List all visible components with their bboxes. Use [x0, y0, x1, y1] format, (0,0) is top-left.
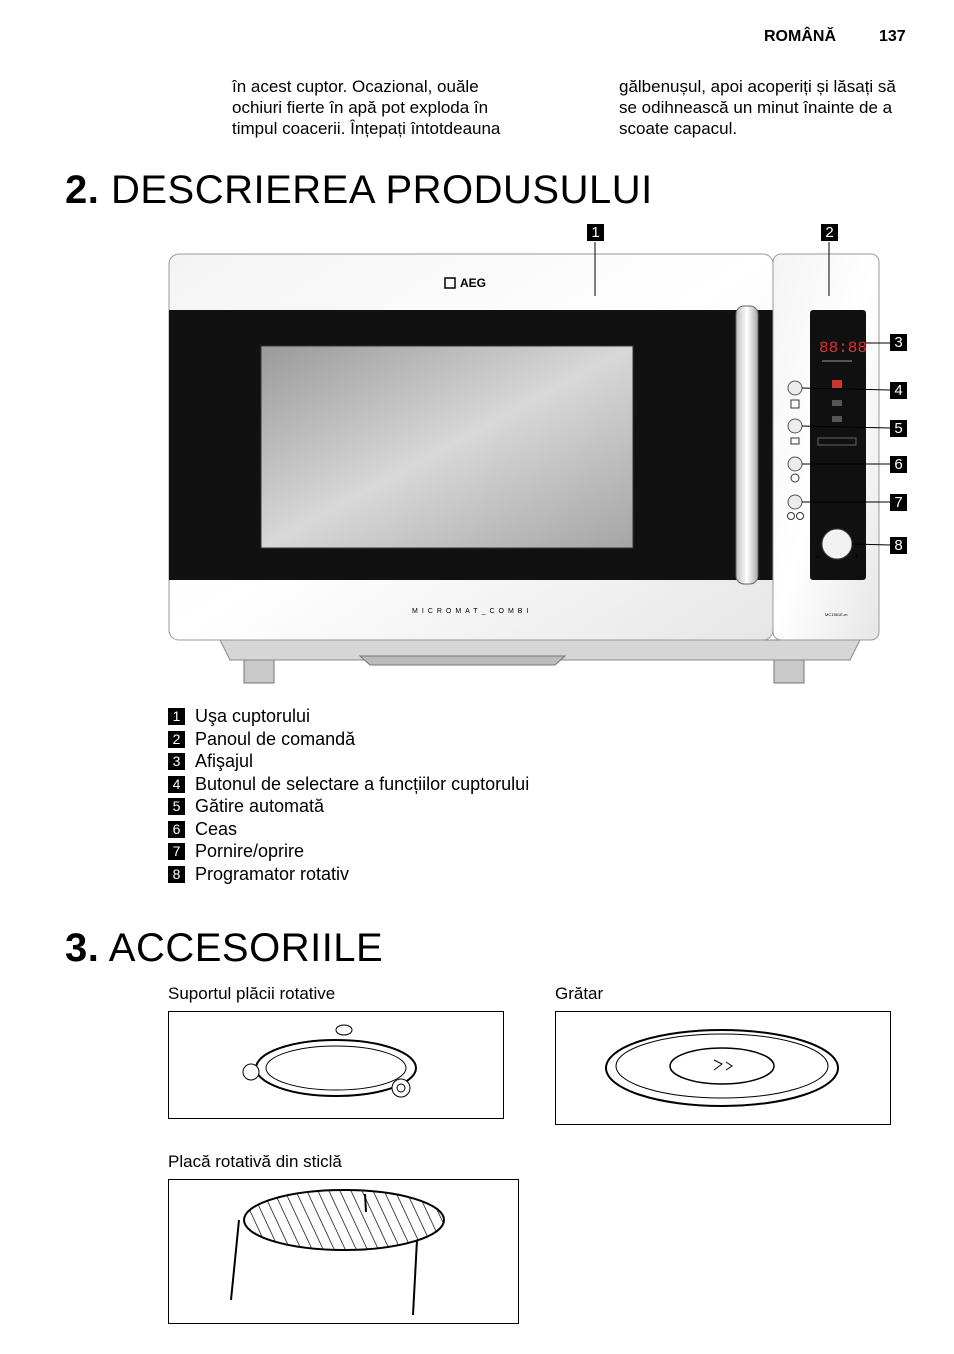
callout-8: 8 — [890, 537, 907, 554]
legend-number: 7 — [168, 843, 185, 860]
door-model-text: MICROMAT_COMBI — [412, 608, 533, 615]
legend-item — [168, 751, 253, 773]
header-language: ROMÂNĂ — [764, 28, 836, 45]
svg-text:–: – — [816, 552, 821, 561]
legend-label: Butonul de selectare a funcțiilor cuptorului — [195, 774, 530, 794]
legend-number: 5 — [168, 798, 185, 815]
function-button — [788, 381, 802, 395]
legend-number: 2 — [168, 731, 185, 748]
text-line: ochiuri fierte în apă pot exploda în — [232, 98, 489, 117]
legend-item — [168, 729, 355, 751]
legend-label: Programator rotativ — [195, 864, 350, 884]
caption-turntable-ring: Suportul plăcii rotative — [168, 984, 336, 1003]
section-title: DESCRIEREA PRODUSULUI — [110, 168, 653, 212]
legend-number: 1 — [168, 708, 185, 725]
legend-number: 6 — [168, 821, 185, 838]
legend-item — [168, 796, 324, 818]
caption-rack: Grătar — [555, 984, 604, 1003]
image-glass-plate — [168, 1179, 519, 1324]
section-heading-3 — [65, 926, 383, 970]
display-readout: 88:88 — [819, 339, 868, 357]
legend-number: 8 — [168, 866, 185, 883]
text-line: în acest cuptor. Ocazional, ouăle — [232, 77, 479, 96]
text-line: timpul coacerii. Înțepați întotdeauna — [232, 119, 501, 138]
section-number: 3. — [65, 926, 100, 970]
legend-label: Uşa cuptorului — [195, 706, 311, 726]
legend-label: Panoul de comandă — [195, 729, 356, 749]
page-number: 137 — [879, 28, 906, 45]
callout-7: 7 — [890, 494, 907, 511]
brand-logo: AEG — [460, 276, 487, 290]
caption-glass-plate: Placă rotativă din sticlă — [168, 1152, 342, 1171]
text-line: gălbenușul, apoi acoperiți și lăsați să — [619, 77, 896, 96]
legend-number: 4 — [168, 776, 185, 793]
auto-cook-button — [788, 419, 802, 433]
callout-1: 1 — [587, 224, 604, 241]
image-rack — [555, 1011, 891, 1125]
section-heading-2 — [65, 168, 653, 212]
start-stop-button — [788, 495, 802, 509]
callout-3: 3 — [890, 334, 907, 351]
rotary-dial — [822, 529, 852, 559]
callout-5: 5 — [890, 420, 907, 437]
clock-button — [788, 457, 802, 471]
legend-item — [168, 864, 349, 886]
glass-plate-drawing — [169, 1180, 518, 1323]
legend-label: Ceas — [195, 819, 238, 839]
callout-4: 4 — [890, 382, 907, 399]
rack-drawing — [556, 1012, 890, 1124]
svg-text:+: + — [854, 552, 859, 561]
image-turntable-ring — [168, 1011, 504, 1119]
legend-label: Pornire/oprire — [195, 841, 305, 861]
legend-label: Gătire automată — [195, 796, 325, 816]
legend-item — [168, 819, 237, 841]
glass-plate-surface — [244, 1190, 444, 1250]
turntable-ring-drawing — [169, 1012, 503, 1118]
section-title: ACCESORIILE — [108, 926, 384, 970]
text-line: se odihnească un minut înainte de a — [619, 98, 893, 117]
panel-model-text: MC1561E-m — [825, 612, 848, 617]
callout-6: 6 — [890, 456, 907, 473]
legend-item — [168, 774, 529, 796]
section-number: 2. — [65, 168, 100, 212]
text-line: scoate capacul. — [619, 119, 738, 138]
legend-item — [168, 841, 304, 863]
legend-item — [168, 706, 310, 728]
door-handle — [736, 306, 758, 584]
intro-column-1 — [232, 76, 532, 139]
intro-column-2 — [619, 76, 929, 139]
legend-label: Afişajul — [195, 751, 254, 771]
callout-2: 2 — [821, 224, 838, 241]
microwave-illustration — [160, 220, 900, 690]
legend-number: 3 — [168, 753, 185, 770]
door-window — [261, 346, 633, 548]
